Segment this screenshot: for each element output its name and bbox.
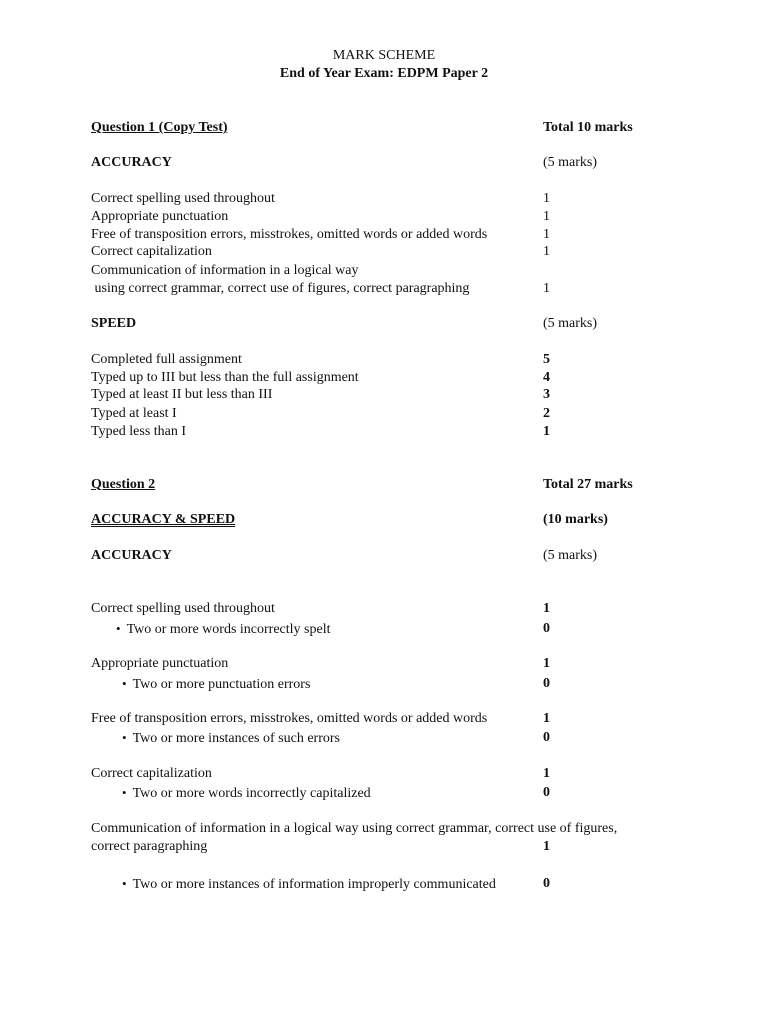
q2-criterion-mark: 1	[543, 601, 550, 616]
q2-criterion: Free of transposition errors, misstrokes, omitted words or added words	[91, 711, 488, 726]
bullet-icon: •	[116, 621, 121, 636]
q2-criterion-mark: 1	[543, 711, 550, 726]
q2-criterion: Correct capitalization	[91, 766, 212, 781]
q2-criterion-sub	[122, 784, 371, 803]
q1-speed-item-mark: 2	[543, 406, 550, 421]
q2-accuracy-marks: (5 marks)	[543, 548, 598, 563]
q2-heading: Question 2	[91, 477, 156, 492]
q1-speed-label: SPEED	[91, 316, 137, 331]
q2-criterion-sub-mark: 0	[543, 730, 550, 745]
q2-criterion-sub	[122, 729, 340, 748]
q1-speed-marks: (5 marks)	[543, 316, 598, 331]
q2-communication-line2: correct paragraphing	[91, 839, 208, 854]
q2-communication-sub-text: Two or more instances of information improperly communicated	[132, 877, 496, 892]
q1-accuracy-item: Correct capitalization	[91, 244, 212, 259]
q2-criterion-sub-mark: 0	[543, 621, 550, 636]
q2-criterion-sub	[116, 620, 330, 639]
bullet-icon: •	[122, 730, 127, 745]
q1-accuracy-item-mark: 1	[543, 244, 550, 259]
q1-speed-item: Typed at least II but less than III	[91, 387, 273, 402]
q2-criterion-sub-text: Two or more words incorrectly spelt	[126, 622, 331, 637]
q2-communication-mark: 1	[543, 839, 550, 854]
q2-total: Total 27 marks	[543, 477, 633, 492]
q2-criterion-sub-mark: 0	[543, 676, 550, 691]
q2-accuracy-speed-label: ACCURACY & SPEED	[91, 512, 236, 527]
q2-criterion-sub	[122, 675, 310, 694]
q2-accuracy-label: ACCURACY	[91, 548, 172, 563]
q1-speed-item: Typed up to III but less than the full assignment	[91, 370, 359, 385]
q1-speed-item-mark: 5	[543, 352, 550, 367]
q1-speed-item-mark: 3	[543, 387, 550, 402]
q2-criterion-mark: 1	[543, 656, 550, 671]
q1-accuracy-label: ACCURACY	[91, 155, 172, 170]
q1-communication-line1: Communication of information in a logical way	[91, 263, 359, 278]
q1-heading: Question 1 (Copy Test)	[91, 120, 228, 135]
q1-accuracy-item: Correct spelling used throughout	[91, 191, 275, 206]
bullet-icon: •	[122, 676, 127, 691]
q2-communication-sub	[122, 875, 496, 894]
q1-communication-mark: 1	[543, 281, 550, 296]
bullet-icon: •	[122, 876, 127, 891]
q2-criterion-sub-text: Two or more words incorrectly capitalized	[132, 786, 371, 801]
bullet-icon: •	[122, 785, 127, 800]
q1-accuracy-item: Appropriate punctuation	[91, 209, 229, 224]
q2-communication-sub-mark: 0	[543, 876, 550, 891]
document-title: MARK SCHEME	[332, 48, 436, 63]
q2-criterion-sub-mark: 0	[543, 785, 550, 800]
q2-communication-line1: Communication of information in a logical way using correct grammar, correct use of figures,	[91, 821, 618, 836]
q2-accuracy-speed-marks: (10 marks)	[543, 512, 608, 527]
q1-total: Total 10 marks	[543, 120, 633, 135]
q1-accuracy-item: Free of transposition errors, misstrokes, omitted words or added words	[91, 227, 488, 242]
q1-accuracy-item-mark: 1	[543, 191, 550, 206]
q2-criterion: Appropriate punctuation	[91, 656, 229, 671]
q1-speed-item: Completed full assignment	[91, 352, 242, 367]
q1-speed-item: Typed less than I	[91, 424, 187, 439]
q1-accuracy-item-mark: 1	[543, 227, 550, 242]
q1-speed-item: Typed at least I	[91, 406, 177, 421]
q1-accuracy-item-mark: 1	[543, 209, 550, 224]
q2-criterion: Correct spelling used throughout	[91, 601, 275, 616]
q2-criterion-mark: 1	[543, 766, 550, 781]
q1-speed-item-mark: 1	[543, 424, 550, 439]
document-subtitle: End of Year Exam: EDPM Paper 2	[279, 66, 489, 81]
q1-communication-line2: using correct grammar, correct use of figures, correct paragraphing	[91, 281, 470, 296]
q2-criterion-sub-text: Two or more punctuation errors	[132, 677, 311, 692]
q1-accuracy-marks: (5 marks)	[543, 155, 598, 170]
q2-criterion-sub-text: Two or more instances of such errors	[132, 731, 340, 746]
q1-speed-item-mark: 4	[543, 370, 550, 385]
